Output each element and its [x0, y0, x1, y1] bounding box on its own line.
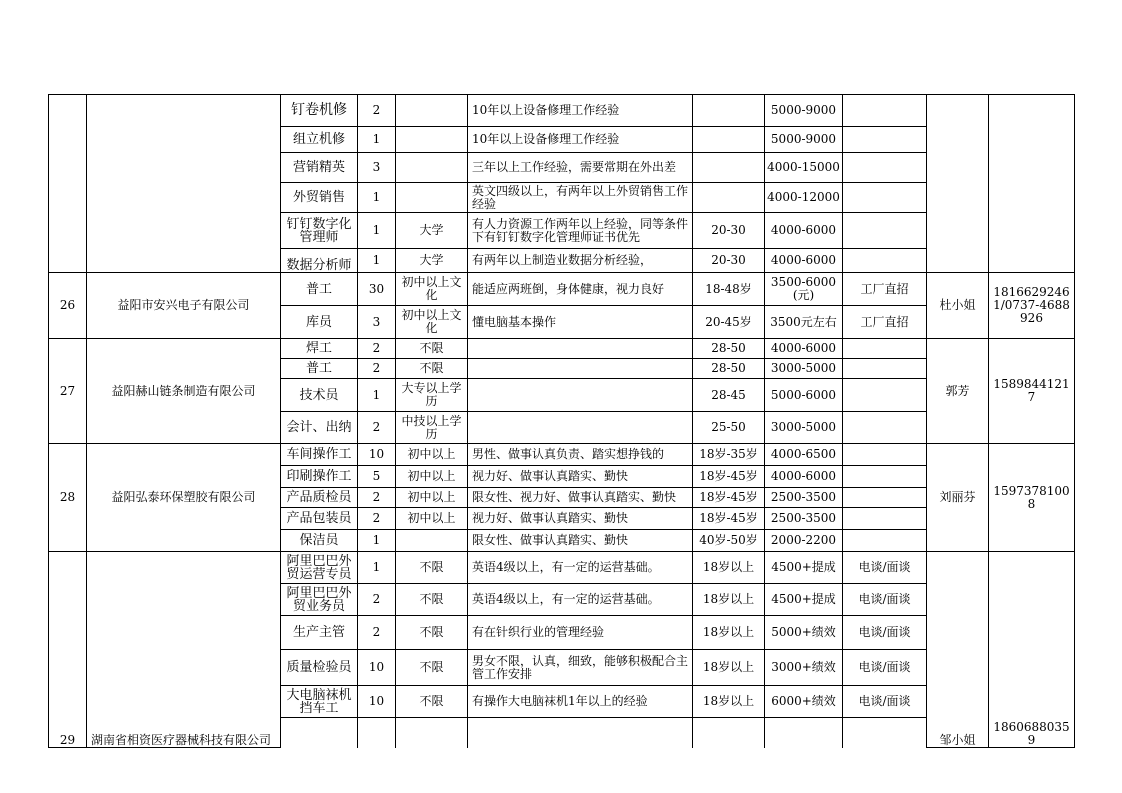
- requirement-cell: 懂电脑基本操作: [468, 306, 693, 339]
- hiring-mode-cell: [843, 444, 927, 466]
- age-cell: 18岁-35岁: [693, 444, 765, 466]
- requirement-cell: 英语4级以上，有一定的运营基础。: [468, 552, 693, 584]
- requirement-cell: 三年以上工作经验，需要常期在外出差: [468, 153, 693, 183]
- requirement-cell: 男女不限，认真，细致，能够积极配合主管工作安排: [468, 650, 693, 686]
- job-title-cell: 普工: [281, 273, 358, 306]
- education-cell: 初中以上: [396, 444, 468, 466]
- salary-cell: 3000+绩效: [765, 650, 843, 686]
- requirement-cell: 能适应两班倒，身体健康，视力良好: [468, 273, 693, 306]
- headcount-cell: 5: [358, 466, 396, 488]
- job-title-cell: 质量检验员: [281, 650, 358, 686]
- salary-cell: 2500-3500: [765, 488, 843, 508]
- headcount-cell: 1: [358, 530, 396, 552]
- salary-cell: 3000-5000: [765, 412, 843, 444]
- age-cell: 18岁-45岁: [693, 488, 765, 508]
- salary-cell: 4000-6000: [765, 466, 843, 488]
- headcount-cell: 1: [358, 127, 396, 153]
- education-cell: 初中以上文化: [396, 273, 468, 306]
- salary-cell: 3500元左右: [765, 306, 843, 339]
- education-cell: 大学: [396, 213, 468, 249]
- salary-cell: 4000-6500: [765, 444, 843, 466]
- age-cell: 18岁以上: [693, 616, 765, 650]
- headcount-cell: 10: [358, 686, 396, 718]
- education-cell: [396, 95, 468, 127]
- education-cell: 不限: [396, 359, 468, 379]
- requirement-cell: 英文四级以上，有两年以上外贸销售工作经验: [468, 183, 693, 213]
- contact-cell: 邹小姐: [927, 552, 989, 748]
- salary-cell: 4000-6000: [765, 249, 843, 273]
- job-title-cell: 营销精英: [281, 153, 358, 183]
- empty-cell: [281, 718, 358, 748]
- empty-cell: [693, 718, 765, 748]
- requirement-cell: [468, 359, 693, 379]
- hiring-mode-cell: 工厂直招: [843, 273, 927, 306]
- hiring-mode-cell: [843, 466, 927, 488]
- requirement-cell: 视力好、做事认真踏实、勤快: [468, 508, 693, 530]
- job-title-cell: 印刷操作工: [281, 466, 358, 488]
- education-cell: 初中以上: [396, 466, 468, 488]
- age-cell: 18岁以上: [693, 552, 765, 584]
- job-title-cell: 阿里巴巴外贸业务员: [281, 584, 358, 616]
- requirement-cell: 10年以上设备修理工作经验: [468, 95, 693, 127]
- age-cell: 18岁以上: [693, 584, 765, 616]
- job-title-cell: 产品包装员: [281, 508, 358, 530]
- hiring-mode-cell: [843, 153, 927, 183]
- hiring-mode-cell: [843, 488, 927, 508]
- headcount-cell: 2: [358, 584, 396, 616]
- job-title-cell: 数据分析师: [281, 249, 358, 273]
- hiring-mode-cell: [843, 412, 927, 444]
- age-cell: 20-30: [693, 249, 765, 273]
- salary-cell: 4500+提成: [765, 552, 843, 584]
- headcount-cell: 10: [358, 444, 396, 466]
- headcount-cell: 1: [358, 213, 396, 249]
- education-cell: 大学: [396, 249, 468, 273]
- headcount-cell: 2: [358, 412, 396, 444]
- age-cell: 18岁-45岁: [693, 508, 765, 530]
- hiring-mode-cell: [843, 508, 927, 530]
- age-cell: 18-48岁: [693, 273, 765, 306]
- requirement-cell: 限女性、做事认真踏实、勤快: [468, 530, 693, 552]
- requirement-cell: 有在针织行业的管理经验: [468, 616, 693, 650]
- education-cell: 不限: [396, 339, 468, 359]
- education-cell: 不限: [396, 584, 468, 616]
- headcount-cell: 1: [358, 183, 396, 213]
- education-cell: 初中以上: [396, 488, 468, 508]
- row-number-cell: 28: [49, 444, 87, 552]
- hiring-mode-cell: 工厂直招: [843, 306, 927, 339]
- hiring-mode-cell: [843, 127, 927, 153]
- hiring-mode-cell: [843, 213, 927, 249]
- requirement-cell: 限女性、视力好、做事认真踏实、勤快: [468, 488, 693, 508]
- row-number-cell: 26: [49, 273, 87, 339]
- salary-cell: 4000-6000: [765, 213, 843, 249]
- education-cell: 不限: [396, 650, 468, 686]
- age-cell: [693, 153, 765, 183]
- requirement-cell: 英语4级以上，有一定的运营基础。: [468, 584, 693, 616]
- job-title-cell: 外贸销售: [281, 183, 358, 213]
- empty-cell: [358, 718, 396, 748]
- education-cell: [396, 127, 468, 153]
- phone-cell: 18166292461/0737-4688926: [989, 273, 1075, 339]
- recruitment-sheet: [48, 94, 1074, 747]
- job-title-cell: 保洁员: [281, 530, 358, 552]
- contact-cell: 杜小姐: [927, 273, 989, 339]
- education-cell: 不限: [396, 552, 468, 584]
- row-number-cell: 27: [49, 339, 87, 444]
- salary-cell: 2500-3500: [765, 508, 843, 530]
- requirement-cell: [468, 412, 693, 444]
- hiring-mode-cell: [843, 339, 927, 359]
- requirement-cell: 有人力资源工作两年以上经验，同等条件下有钉钉数字化管理师证书优先: [468, 213, 693, 249]
- age-cell: 28-50: [693, 359, 765, 379]
- job-title-cell: 焊工: [281, 339, 358, 359]
- empty-cell: [468, 718, 693, 748]
- age-cell: 18岁以上: [693, 686, 765, 718]
- age-cell: 18岁以上: [693, 650, 765, 686]
- age-cell: 28-45: [693, 379, 765, 412]
- company-cell: 益阳弘泰环保塑胶有限公司: [87, 444, 281, 552]
- age-cell: 18岁-45岁: [693, 466, 765, 488]
- contact-cell: 郭芳: [927, 339, 989, 444]
- salary-cell: 5000-6000: [765, 379, 843, 412]
- age-cell: [693, 183, 765, 213]
- table-row: [49, 339, 1075, 359]
- headcount-cell: 1: [358, 379, 396, 412]
- hiring-mode-cell: [843, 379, 927, 412]
- phone-cell: 18606880359: [989, 552, 1075, 748]
- job-title-cell: 生产主管: [281, 616, 358, 650]
- hiring-mode-cell: [843, 249, 927, 273]
- headcount-cell: 1: [358, 552, 396, 584]
- job-title-cell: 阿里巴巴外贸运营专员: [281, 552, 358, 584]
- headcount-cell: 2: [358, 359, 396, 379]
- education-cell: [396, 530, 468, 552]
- job-title-cell: 车间操作工: [281, 444, 358, 466]
- phone-cell: 15898441217: [989, 339, 1075, 444]
- hiring-mode-cell: 电谈/面谈: [843, 552, 927, 584]
- headcount-cell: 3: [358, 306, 396, 339]
- requirement-cell: 有两年以上制造业数据分析经验，: [468, 249, 693, 273]
- salary-cell: 3000-5000: [765, 359, 843, 379]
- salary-cell: 5000+绩效: [765, 616, 843, 650]
- salary-cell: 4000-12000: [765, 183, 843, 213]
- headcount-cell: 2: [358, 488, 396, 508]
- job-title-cell: 技术员: [281, 379, 358, 412]
- headcount-cell: 1: [358, 249, 396, 273]
- education-cell: 不限: [396, 686, 468, 718]
- age-cell: 40岁-50岁: [693, 530, 765, 552]
- hiring-mode-cell: 电谈/面谈: [843, 686, 927, 718]
- headcount-cell: 2: [358, 508, 396, 530]
- headcount-cell: 3: [358, 153, 396, 183]
- empty-cell: [843, 718, 927, 748]
- contact-cell: 刘丽芬: [927, 444, 989, 552]
- job-title-cell: 钉卷机修: [281, 95, 358, 127]
- contact-cell: [927, 95, 989, 273]
- requirement-cell: 男性、做事认真负责、踏实想挣钱的: [468, 444, 693, 466]
- row-number-cell: [49, 95, 87, 273]
- age-cell: [693, 95, 765, 127]
- table-row: [49, 552, 1075, 584]
- company-cell: 益阳赫山链条制造有限公司: [87, 339, 281, 444]
- company-cell: [87, 95, 281, 273]
- hiring-mode-cell: 电谈/面谈: [843, 584, 927, 616]
- education-cell: [396, 183, 468, 213]
- job-title-cell: 会计、出纳: [281, 412, 358, 444]
- hiring-mode-cell: [843, 530, 927, 552]
- table-row: [49, 273, 1075, 306]
- table-row: [49, 444, 1075, 466]
- education-cell: 初中以上: [396, 508, 468, 530]
- age-cell: 25-50: [693, 412, 765, 444]
- age-cell: [693, 127, 765, 153]
- company-cell: 益阳市安兴电子有限公司: [87, 273, 281, 339]
- headcount-cell: 2: [358, 616, 396, 650]
- salary-cell: 4500+提成: [765, 584, 843, 616]
- requirement-cell: [468, 379, 693, 412]
- salary-cell: 5000-9000: [765, 127, 843, 153]
- age-cell: 28-50: [693, 339, 765, 359]
- requirement-cell: 视力好、做事认真踏实、勤快: [468, 466, 693, 488]
- age-cell: 20-30: [693, 213, 765, 249]
- salary-cell: 3500-6000(元): [765, 273, 843, 306]
- education-cell: 初中以上文化: [396, 306, 468, 339]
- salary-cell: 4000-15000: [765, 153, 843, 183]
- job-title-cell: 产品质检员: [281, 488, 358, 508]
- headcount-cell: 30: [358, 273, 396, 306]
- hiring-mode-cell: [843, 183, 927, 213]
- hiring-mode-cell: 电谈/面谈: [843, 616, 927, 650]
- education-cell: [396, 153, 468, 183]
- education-cell: 大专以上学历: [396, 379, 468, 412]
- hiring-mode-cell: 电谈/面谈: [843, 650, 927, 686]
- requirement-cell: 有操作大电脑袜机1年以上的经验: [468, 686, 693, 718]
- company-cell: 湖南省相资医疗器械科技有限公司: [87, 552, 281, 748]
- salary-cell: 4000-6000: [765, 339, 843, 359]
- job-title-cell: 钉钉数字化管理师: [281, 213, 358, 249]
- education-cell: 中技以上学历: [396, 412, 468, 444]
- education-cell: 不限: [396, 616, 468, 650]
- row-number-cell: 29: [49, 552, 87, 748]
- job-title-cell: 普工: [281, 359, 358, 379]
- headcount-cell: 10: [358, 650, 396, 686]
- salary-cell: 5000-9000: [765, 95, 843, 127]
- job-title-cell: 大电脑袜机挡车工: [281, 686, 358, 718]
- job-title-cell: 库员: [281, 306, 358, 339]
- headcount-cell: 2: [358, 339, 396, 359]
- salary-cell: 2000-2200: [765, 530, 843, 552]
- requirement-cell: 10年以上设备修理工作经验: [468, 127, 693, 153]
- phone-cell: [989, 95, 1075, 273]
- age-cell: 20-45岁: [693, 306, 765, 339]
- hiring-mode-cell: [843, 95, 927, 127]
- hiring-mode-cell: [843, 359, 927, 379]
- job-table: [48, 94, 1075, 748]
- headcount-cell: 2: [358, 95, 396, 127]
- empty-cell: [765, 718, 843, 748]
- requirement-cell: [468, 339, 693, 359]
- salary-cell: 6000+绩效: [765, 686, 843, 718]
- job-title-cell: 组立机修: [281, 127, 358, 153]
- empty-cell: [396, 718, 468, 748]
- table-row: [49, 95, 1075, 127]
- phone-cell: 15973781008: [989, 444, 1075, 552]
